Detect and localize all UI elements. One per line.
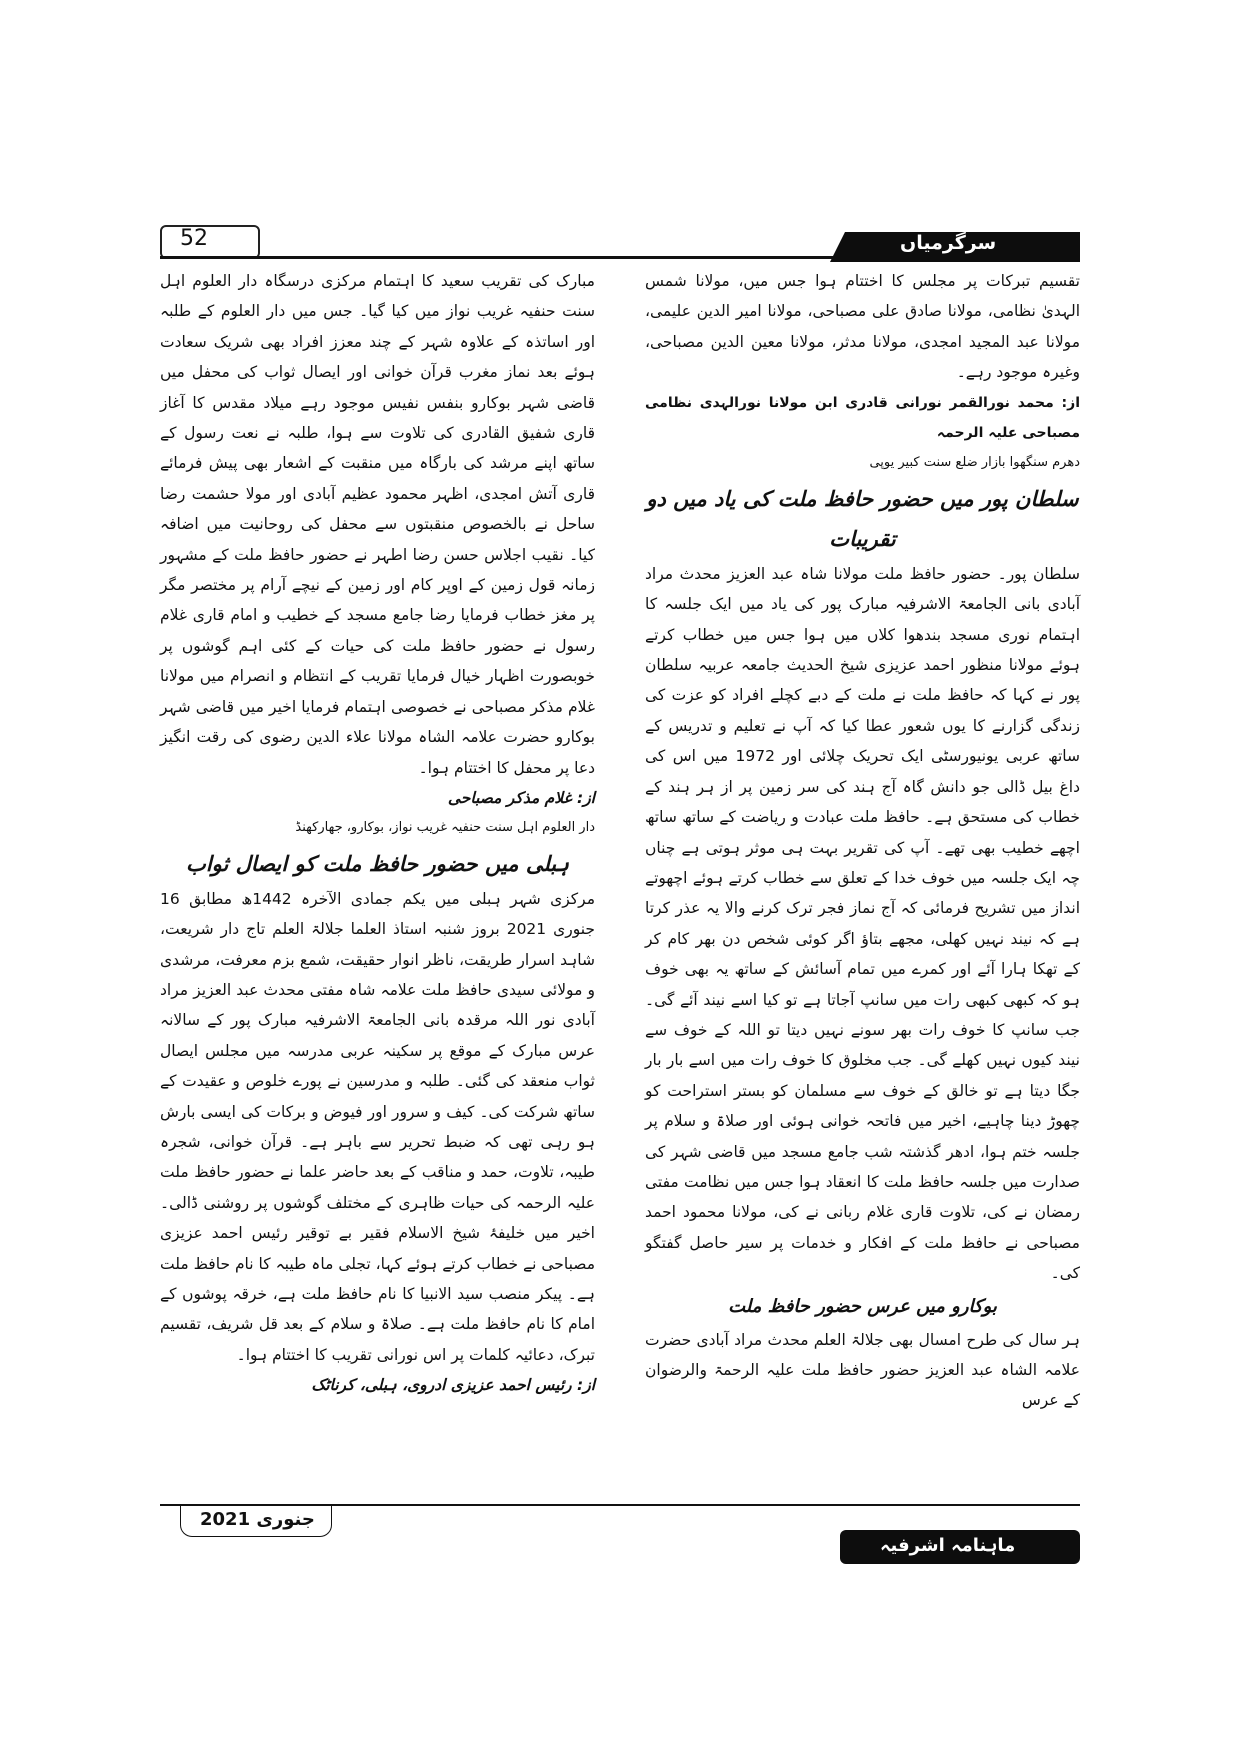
byline: از: غلام مذکر مصباحی xyxy=(447,788,595,807)
byline: از: رئیس احمد عزیزی ادروی، ہبلی، کرناٹک xyxy=(311,1376,595,1395)
article-heading-2: بوکارو میں عرس حضور حافظ ملت xyxy=(728,1295,997,1317)
article-heading: سلطان پور میں حضور حافظ ملت کی یاد میں دو تقریبات xyxy=(646,486,1079,551)
article-paragraph: سلطان پور۔ حضور حافظ ملت مولانا شاہ عبد العزیز محدث مراد آبادی بانی الجامعۃ الاشرفیہ مبارک پور کی یاد میں ایک جلسہ کا اہتمام نوری مسجد بندھوا کلاں میں ہوا جس میں خطاب کرتے ہوئے مولانا منظور احمد عزیزی شیخ الحدیث جامعہ عربیہ سلطان پور نے کہا کہ حافظ ملت نے ملت کے دبے کچلے افراد کو عزت کی زندگی گزارنے کا یوں شعور عطا کیا کہ آپ نے تعلیم و تدریس کے ساتھ عربی یونیورسٹی ایک تحریک چلائی اور 1972 میں اس کی داغ بیل ڈالی جو دانش گاہ آج ہند کی سر زمین پر از ہر ہند کے خطاب کی مستحق ہے۔ حافظ ملت عبادت و ریاضت کے ساتھ ساتھ اچھے خطیب بھی تھے۔ آپ کی تقریر بہت ہی موثر ہوتی ہے چناں چہ ایک جلسہ میں خوف خدا کے تعلق سے خطاب کرتے ہوئے اچھوتے انداز میں تشریح فرمائی کہ آج نماز فجر ترک کرنے والا یہ عذر کرتا ہے کہ نیند نہیں کھلی، مجھے بتاؤ اگر کوئی شخص دن بھر کام کر کے تھکا ہارا آئے اور کمرے میں تمام آسائش کے ساتھ یہ بھی خوف ہو کہ کبھی کبھی رات میں سانپ آجاتا ہے تو کیا اسے نیند آئے گی۔ جب سانپ کا خوف رات بھر سونے نہیں دیتا تو اللہ کے خوف سے نیند کیوں نہیں کھلے گی۔ جب مخلوق کا خوف رات میں اسے بار بار جگا دیتا ہے تو خالق کے خوف سے مسلمان کو بستر استراحت کو چھوڑ دینا چاہیے، اخیر میں فاتحہ خوانی ہوئی اور صلاۃ و سلام پر جلسہ ختم ہوا، ادھر گذشتہ شب جامع مسجد میں قاضی شہر کی صدارت میں جلسہ حافظ ملت کا انعقاد ہوا جس میں نظامت مفتی رمضان نے کی، تلاوت قاری غلام ربانی نے کی، مولانا محمود احمد مصباحی نے حافظ ملت کے افکار و خدمات پر سیر حاصل گفتگو کی۔ xyxy=(645,564,1080,1283)
left-column xyxy=(160,266,595,1401)
byline: از: محمد نورالقمر نورانی قادری ابن مولانا نورالہدی نظامی مصباحی علیہ الرحمہ xyxy=(645,394,1080,442)
issue-date: جنوری 2021 xyxy=(200,1509,315,1530)
continued-paragraph: مبارک کی تقریب سعید کا اہتمام مرکزی درسگاہ دار العلوم اہل سنت حنفیہ غریب نواز میں کیا گیا۔ جس میں دار العلوم کے طلبہ اور اساتذہ کے علاوہ شہر کے چند معزز افراد بھی شریک سعادت ہوئے بعد نماز مغرب قرآن خوانی اور ایصال ثواب کی محفل میں قاضی شہر بوکارو بنفس نفیس موجود رہے میلاد مقدس کا آغاز قاری شفیق القادری کی تلاوت سے ہوا، طلبہ نے نعت رسول کے ساتھ اپنے مرشد کی بارگاہ میں منقبت کے اشعار بھی پیش فرمائے قاری آتش امجدی، اظہر محمود عظیم آبادی اور مولا حشمت رضا ساحل نے بالخصوص منقبتوں سے محفل کی روحانیت میں اضافہ کیا۔ نقیب اجلاس حسن رضا اطہر نے حضور حافظ ملت کے مشہور زمانہ قول زمین کے اوپر کام اور زمین کے نیچے آرام پر مختصر مگر پر مغز خطاب فرمایا رضا جامع مسجد کے خطیب و امام قاری غلام رسول نے حضور حافظ ملت کی حیات کے کئی اہم گوشوں پر خوبصورت اظہار خیال فرمایا تقریب کے انتظام و انصرام میں مولانا غلام مذکر مصباحی نے خصوصی اہتمام فرمایا اخیر میں قاضی شہر بوکارو حضرت علامہ الشاہ مولانا علاء الدین رضوی کی رقت انگیز دعا پر محفل کا اختتام ہوا۔ xyxy=(160,272,595,777)
byline-location: دار العلوم اہل سنت حنفیہ غریب نواز، بوکارو، جھارکھنڈ xyxy=(295,820,595,836)
page-number-box xyxy=(160,225,260,259)
page-number: 52 xyxy=(180,226,208,251)
signature-line xyxy=(160,1370,595,1400)
article-paragraph: مرکزی شہر ہبلی میں یکم جمادی الآخرہ 1442ھ مطابق 16 جنوری 2021 بروز شنبہ استاذ العلما جلالۃ العلم تاج دار شریعت، شاہد اسرار طریقت، ناظر انوار حقیقت، شمع بزم معرفت، مرشدی و مولائی سیدی حافظ ملت علامہ شاہ مفتی محدث عبد العزیز مراد آبادی نور اللہ مرقدہ بانی الجامعۃ الاشرفیہ مبارک پور کے سالانہ عرس مبارک کے موقع پر سکینہ عربی مدرسہ میں مجلس ایصال ثواب منعقد کی گئی۔ طلبہ و مدرسین نے پورے خلوص و عقیدت کے ساتھ شرکت کی۔ کیف و سرور اور فیوض و برکات کی ایسی بارش ہو رہی تھی کہ ضبط تحریر سے باہر ہے۔ قرآن خوانی، شجرہ طیبہ، تلاوت، حمد و مناقب کے بعد حاضر علما نے حضور حافظ ملت علیہ الرحمہ کی حیات ظاہری کے مختلف گوشوں پر روشنی ڈالی۔ اخیر میں خلیفۂ شیخ الاسلام فقیر بے توقیر رئیس احمد عزیزی مصباحی نے خطاب کرتے ہوئے کہا، تجلی ماہ طیبہ کا نام حافظ ملت ہے۔ پیکر منصب سید الانبیا کا نام حافظ ملت ہے، خرقہ پوشوں کے امام کا نام حافظ ملت ہے۔ صلاۃ و سلام کے بعد قل شریف، تقسیم تبرک، دعائیہ کلمات پر اس نورانی تقریب کا اختتام ہوا۔ xyxy=(160,889,595,1364)
intro-paragraph: تقسیم تبرکات پر مجلس کا اختتام ہوا جس میں، مولانا شمس الہدیٰ نظامی، مولانا صادق علی مصباحی، مولانا امیر الدین علیمی، مولانا عبد المجید امجدی، مولانا مدثر، مولانا معین الدین مصباحی، وغیرہ موجود رہے۔ xyxy=(645,272,1080,382)
byline-location: دھرم سنگھوا بازار ضلع سنت کبیر یوپی xyxy=(869,455,1080,471)
article-paragraph-2: ہر سال کی طرح امسال بھی جلالۃ العلم محدث مراد آبادی حضرت علامہ الشاہ عبد العزیز حضور حافظ ملت علیہ الرحمۃ والرضوان کے عرس xyxy=(645,1330,1080,1410)
article-heading: ہبلی میں حضور حافظ ملت کو ایصال ثواب xyxy=(186,851,569,876)
section-title: سرگرمیاں xyxy=(900,232,997,254)
signature-line xyxy=(160,783,595,813)
masthead: ماہنامہ اشرفیہ xyxy=(880,1535,1016,1556)
right-column xyxy=(645,266,1080,1416)
